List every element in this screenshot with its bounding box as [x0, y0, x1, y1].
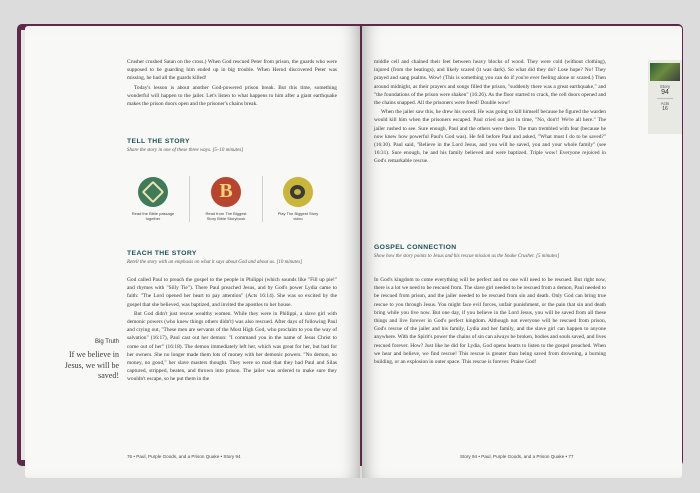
big-truth-text: If we believe in Jesus, we will be saved! [64, 350, 119, 380]
tab-ref-label: Acts [660, 101, 670, 106]
intro-paragraph-1: Crusher crushed Satan on the cross.) When God rescued Peter from prison, the guards who were supposed to be guarding him ended up in big trouble. When Herod discovered Peter was missing, he had all the guards killed! [127, 59, 337, 82]
open-book [17, 20, 683, 466]
left-footer: 76 • Paul, Purple Goods, and a Prison Quake • Story 94 [127, 454, 241, 459]
story-tab [648, 60, 682, 134]
left-page [25, 26, 360, 478]
gospel-body [374, 276, 606, 367]
teach-story-subtitle: Retell the story with an emphasis on what it says about God and about us. [10 minutes] [127, 260, 303, 265]
gospel-paragraph: In God's kingdom to come everything will be perfect and no one will need to be rescued. But right now, there is a lot we need to be rescued from. The slave girl needed to be rescued from a demon, Paul needed to be rescued from prison, and the jailer needed to be rescued from sin and death. Only God can bring true rescue to you through Jesus. You might face evil forces, unfair punishment, or the pain that sin and death bring while you live now. But one day, if you believe in the Lord Jesus, you will be saved from all these things and live forever in God's perfect kingdom. Although not everyone will be rescued from prison, God's rescue of the jailer and his family, Lydia and her family, and the slave girl can happen to anyone anywhere. With the Spirit's power the chains of sin can always be broken, bodies and souls saved, and lives rescued forever. How? Just like he did for Lydia, God opens hearts to listen to the gospel preached. When we hear and believe, we find rescue! This rescue is greater than being saved from drowning, a burning building, or an explosion in outer space. This rescue is forever. Praise God! [374, 277, 606, 366]
right-body [374, 58, 606, 167]
divider [189, 176, 190, 222]
tell-story-subtitle: Share the story in one of these three ways. [5–10 minutes] [127, 148, 244, 153]
right-page [362, 26, 682, 478]
gospel-subtitle: Show how the story points to Jesus and his rescue mission as the Snake Crusher. [5 minutes] [374, 254, 560, 259]
right-paragraph-1: middle cell and chained their feet between heavy blocks of wood. They were cold (without clothing), injured (from the beatings), and likely scared (it was dark). So what did they do? Lose hope? No! They prayed and sang psalms. Wow! (This is something you can do if you're ever feeling alone or scared.) Then around midnight, as their prayers and songs filled the prison, "suddenly there was a great earthquake," and "the foundations of the prison were shaken" (16:26). As the floor started to crack, the cell doors opened and the chains snapped. All the prisoners were freed! Double wow! [374, 59, 606, 107]
option-video-label: Play The Biggest Story video [277, 211, 319, 221]
option-storybook-label: Read from The Biggest Story Bible Storybook [205, 211, 247, 221]
storybook-b-icon [211, 177, 241, 207]
tab-ref-number: 16 [662, 106, 668, 112]
story-thumbnail [650, 63, 680, 81]
teach-paragraph-1: God called Paul to preach the gospel to the people in Philippi (which sounds like "Fill up pie!" and rhymes with "Silly Tie"). There Paul preached Jesus, and by God's power Lydia came to faith: "The Lord opened her heart to pay attention" (Acts 16:14). She was so excited by the gospel that she believed, was baptized, and invited the apostles to her house. [127, 277, 337, 308]
left-intro [127, 58, 337, 109]
right-footer: Story 94 • Paul, Purple Goods, and a Prison Quake • 77 [460, 454, 574, 459]
film-reel-icon [283, 177, 313, 207]
big-truth-label: Big Truth [94, 339, 119, 345]
teach-paragraph-2: But God didn't just rescue wealthy women. While they were in Philippi, a slave girl with demonic powers (who knew things others didn't) was also rescued. After days of following Paul and crying out, "These men are servants of the Most High God, who proclaim to you the way of salvation" (16:17), Paul cast out her demon: "I command you in the name of Jesus Christ to come out of her" (16:18). The demon immediately left her, which was great for her, but bad for her owners. She no longer made them lots of money with her demonic powers. "No demon, no money, no good," her slave masters thought. They were so mad that they had Paul and Silas captured, stripped, beaten, and thrown into prison. The jailer was ordered to make sure they wouldn't escape, so he put them in the [127, 310, 337, 383]
divider [262, 176, 263, 222]
bible-icon [138, 177, 168, 207]
storybook-b-letter: B [219, 180, 233, 202]
gospel-heading: GOSPEL CONNECTION [374, 244, 457, 251]
tab-story-number: 94 [661, 89, 669, 96]
teach-body [127, 276, 337, 385]
teach-story-heading: TEACH THE STORY [127, 250, 197, 257]
option-bible-label: Read the Bible passage together [131, 211, 175, 221]
tell-story-heading: TELL THE STORY [127, 138, 190, 145]
tab-story-label: Story [659, 84, 671, 89]
right-paragraph-2: When the jailer saw this, he drew his sword. He was going to kill himself because he figured the warden would kill him when the prisoners escaped. Paul cried out just in time, "No, don't! We're all here." The jailer rushed to see. Sure enough, Paul and the others were there. The man trembled with fear (because he now knew how powerful Paul's God was). He fell before Paul and asked, "What must I do to be saved?" (16:30). Paul said, "Believe in the Lord Jesus, and you will be saved, you and your whole family" (see 16:31). Sure enough, he and his family believed and were baptized. Triple wow! Everyone rejoiced in God's remarkable rescue. [374, 109, 606, 165]
intro-paragraph-2: Today's lesson is about another God-powered prison break. But this time, something wonderful will happen to the jailer. Let's listen to what happens to him after a giant earthquake makes the prison doors open and the prisoner's chains break. [127, 84, 337, 108]
